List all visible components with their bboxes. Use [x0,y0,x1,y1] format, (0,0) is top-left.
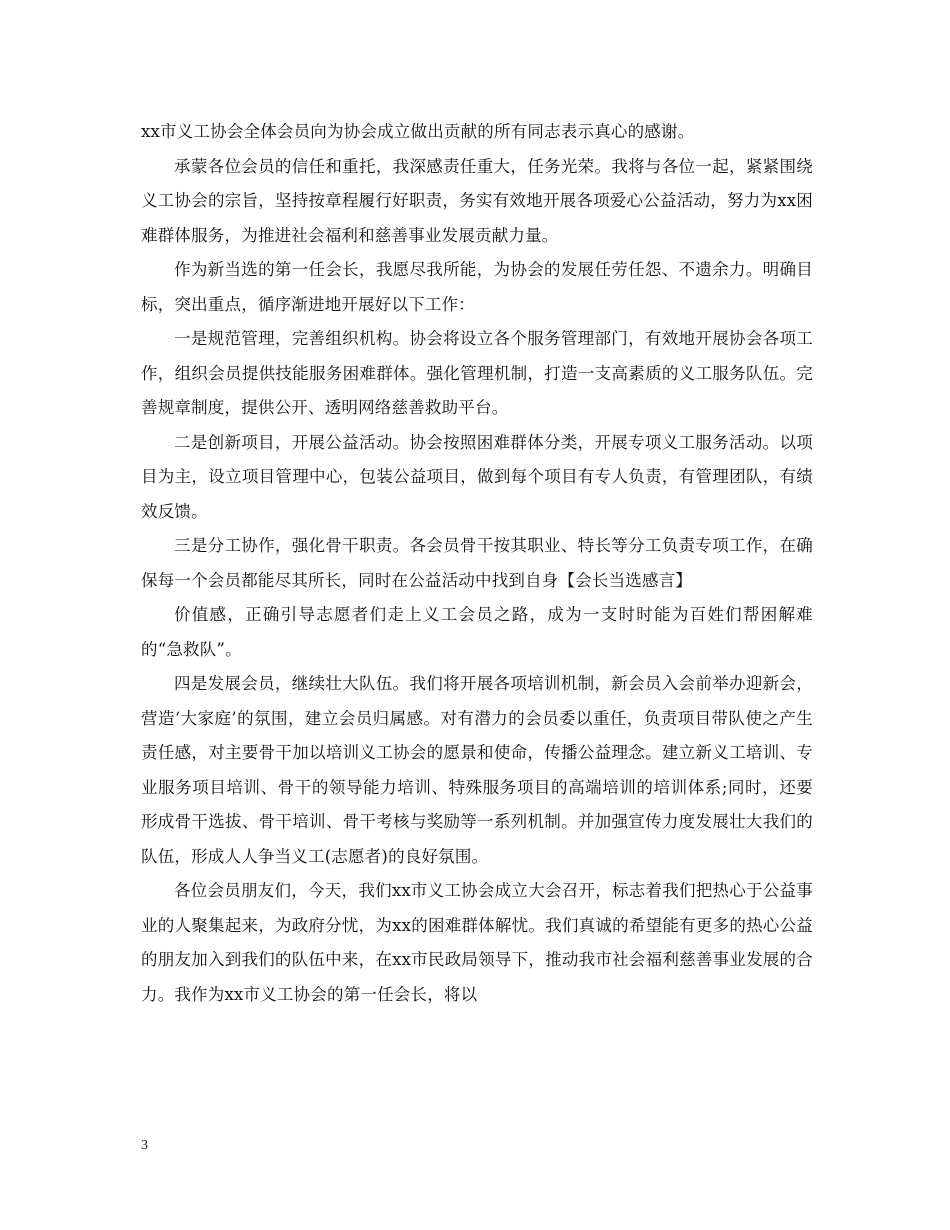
paragraph-7: 价值感，正确引导志愿者们走上义工会员之路，成为一支时时能为百姓们帮困解难的“急救队”。 [141,605,813,659]
paragraph-9: 各位会员朋友们，今天，我们xx市义工协会成立大会召开，标志着我们把热心于公益事业的人聚集起来，为政府分忧，为xx的困难群体解忧。我们真诚的希望能有更多的热心公益的朋友加入到我们的队伍中来，在xx市民政局领导下，推动我市社会福利慈善事业发展的合力。我作为xx市义工协会的第一任会长，将以 [141,881,813,1004]
paragraph-5: 二是创新项目，开展公益活动。协会按照困难群体分类，开展专项义工服务活动。以项目为主，设立项目管理中心，包装公益项目，做到每个项目有专人负责，有管理团队，有绩效反馈。 [141,432,813,521]
page-number: 3 [141,1138,148,1153]
paragraph-3: 作为新当选的第一任会长，我愿尽我所能，为协会的发展任劳任怨、不遗余力。明确目标，突出重点，循序渐进地开展好以下工作： [141,260,813,314]
paragraph-6: 三是分工协作，强化骨干职责。各会员骨干按其职业、特长等分工负责专项工作，在确保每一个会员都能尽其所长，同时在公益活动中找到自身【会长当选感言】 [141,536,813,590]
paragraph-2: 承蒙各位会员的信任和重托，我深感责任重大，任务光荣。我将与各位一起，紧紧围绕义工协会的宗旨，坚持按章程履行好职责，务实有效地开展各项爱心公益活动，努力为xx困难群体服务，为推进社会福利和慈善事业发展贡献力量。 [141,156,813,245]
paragraph-4: 一是规范管理，完善组织机构。协会将设立各个服务管理部门，有效地开展协会各项工作，组织会员提供技能服务困难群体。强化管理机制，打造一支高素质的义工服务队伍。完善规章制度，提供公开、透明网络慈善救助平台。 [141,329,813,417]
paragraph-1: xx市义工协会全体会员向为协会成立做出贡献的所有同志表示真心的感谢。 [141,122,695,141]
paragraph-8: 四是发展会员，继续壮大队伍。我们将开展各项培训机制，新会员入会前举办迎新会，营造‘大家庭’的氛围，建立会员归属感。对有潜力的会员委以重任，负责项目带队使之产生责任感，对主要骨干加以培训义工协会的愿景和使命，传播公益理念。建立新义工培训、专业服务项目培训、骨干的领导能力培训、特殊服务项目的高端培训的培训体系;同时，还要形成骨干选拔、骨干培训、骨干考核与奖励等一系列机制。并加强宣传力度发展壮大我们的队伍，形成人人争当义工(志愿者)的良好氛围。 [141,674,813,866]
document-body [141,115,813,1012]
